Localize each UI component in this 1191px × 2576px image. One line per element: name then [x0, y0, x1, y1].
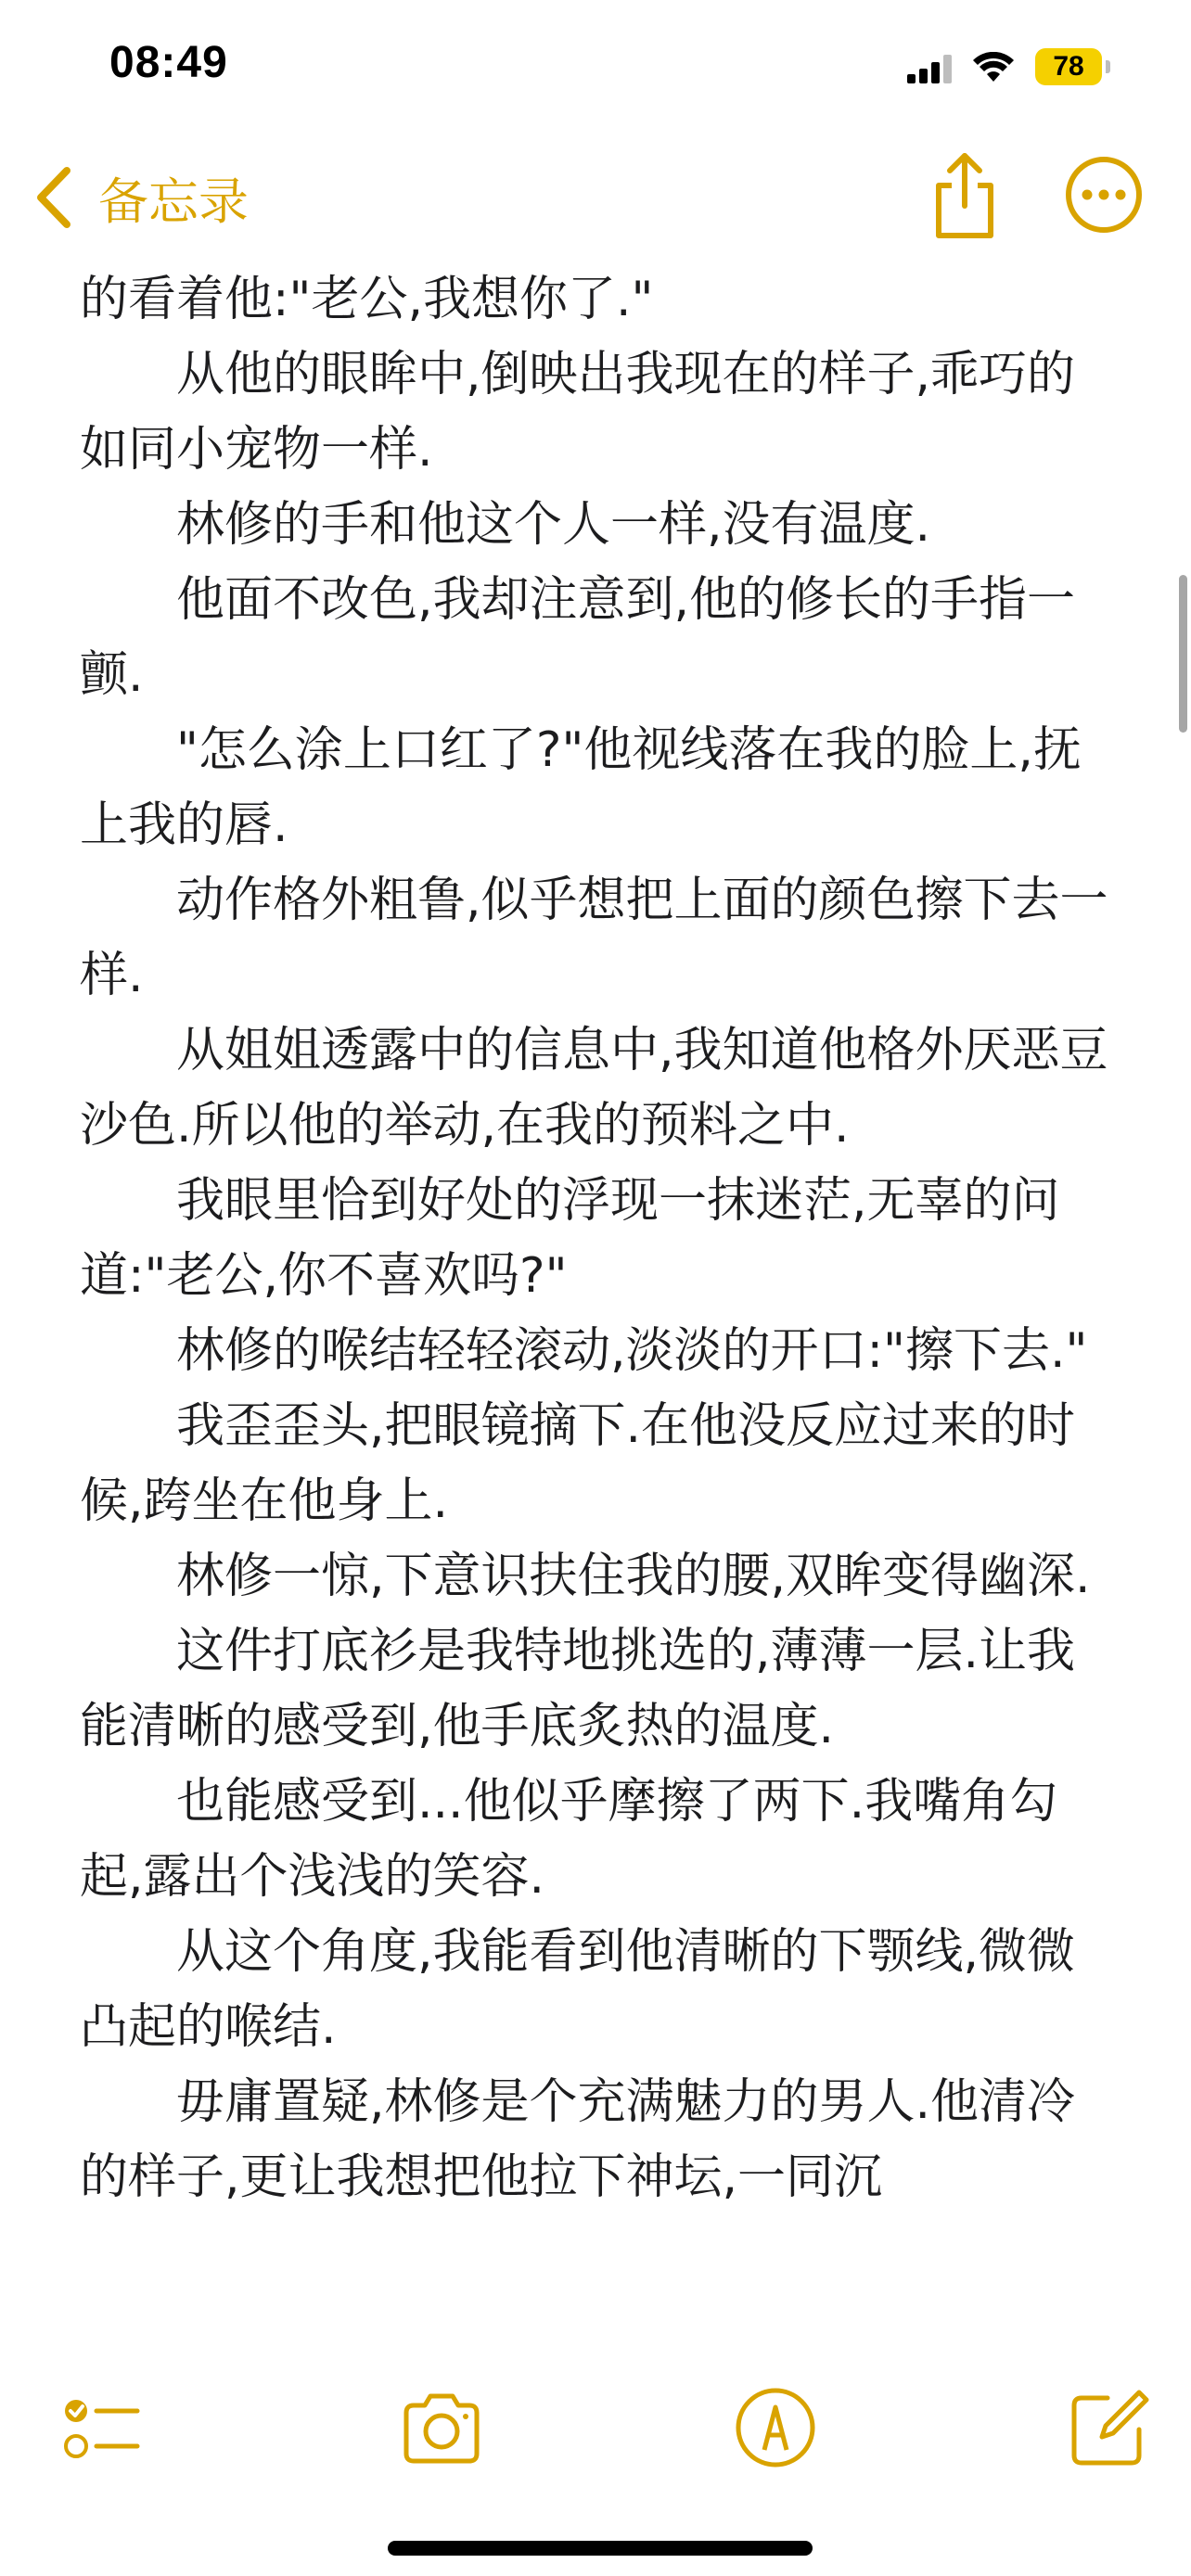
back-button[interactable]	[33, 156, 249, 239]
scroll-indicator[interactable]	[1179, 575, 1187, 733]
compose-icon[interactable]	[1065, 2383, 1154, 2472]
wifi-icon	[972, 52, 1015, 83]
note-paragraph: 林修的喉结轻轻滚动,淡淡的开口:"擦下去."	[80, 1323, 1088, 1379]
note-paragraph: 林修一惊,下意识扶住我的腰,双眸变得幽深.	[80, 1549, 1091, 1604]
note-paragraph: 动作格外粗鲁,似乎想把上面的颜色擦下去一样.	[80, 873, 1108, 1003]
note-paragraph: 他面不改色,我却注意到,他的修长的手指一颤.	[80, 572, 1076, 703]
chevron-left-icon	[33, 165, 74, 230]
camera-icon[interactable]	[397, 2383, 486, 2472]
note-paragraph: 毋庸置疑,林修是个充满魅力的男人.他清冷的样子,更让我想把他拉下神坛,一同沉	[80, 2074, 1076, 2205]
note-paragraph: 我歪歪头,把眼镜摘下.在他没反应过来的时候,跨坐在他身上.	[80, 1398, 1076, 1529]
status-time: 08:49	[109, 38, 228, 87]
note-paragraph: 从姐姐透露中的信息中,我知道他格外厌恶豆沙色.所以他的举动,在我的预料之中.	[80, 1023, 1108, 1154]
cellular-signal-icon	[907, 54, 954, 83]
note-paragraph: "怎么涂上口红了?"他视线落在我的脸上,抚上我的唇.	[80, 722, 1082, 853]
home-indicator[interactable]	[388, 2541, 813, 2556]
note-body[interactable]	[80, 262, 1119, 2215]
battery-level: 78	[1035, 48, 1102, 85]
status-bar	[0, 0, 1191, 139]
share-icon[interactable]	[928, 148, 1002, 241]
battery-icon	[1035, 48, 1111, 85]
note-paragraph: 从他的眼眸中,倒映出我现在的样子,乖巧的如同小宠物一样.	[80, 347, 1076, 478]
ellipsis-circle-icon[interactable]	[1065, 156, 1143, 234]
note-paragraph: 从这个角度,我能看到他清晰的下颚线,微微凸起的喉结.	[80, 1924, 1076, 2055]
note-paragraph: 的看着他:"老公,我想你了."	[80, 272, 654, 327]
pen-tip-icon[interactable]	[731, 2383, 820, 2472]
note-paragraph: 也能感受到...他似乎摩擦了两下.我嘴角勾起,露出个浅浅的笑容.	[80, 1774, 1058, 1905]
checklist-icon[interactable]	[56, 2383, 145, 2472]
nav-bar	[0, 139, 1191, 260]
back-label: 备忘录	[98, 172, 249, 231]
note-paragraph: 我眼里恰到好处的浮现一抹迷茫,无辜的问道:"老公,你不喜欢吗?"	[80, 1173, 1060, 1304]
note-paragraph: 这件打底衫是我特地挑选的,薄薄一层.让我能清晰的感受到,他手底炙热的温度.	[80, 1624, 1076, 1754]
bottom-toolbar	[0, 2355, 1191, 2576]
note-paragraph: 林修的手和他这个人一样,没有温度.	[80, 497, 931, 553]
